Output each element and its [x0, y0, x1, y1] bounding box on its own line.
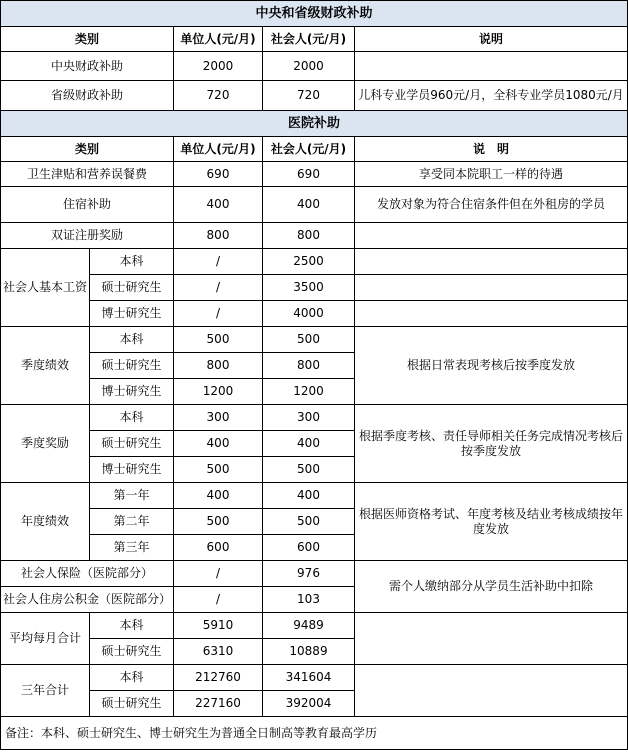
note-cell: [355, 223, 628, 249]
sub-label: 本科: [90, 327, 174, 353]
social-value: 2000: [263, 52, 355, 81]
social-value: 690: [263, 162, 355, 187]
unit-value: /: [174, 275, 263, 301]
note-cell: 根据日常表现考核后按季度发放: [355, 327, 628, 405]
social-value: 9489: [263, 613, 355, 639]
note-cell: 需个人缴纳部分从学员生活补助中扣除: [355, 561, 628, 613]
sub-label: 第三年: [90, 535, 174, 561]
social-value: 500: [263, 457, 355, 483]
note-cell: 发放对象为符合住宿条件但在外租房的学员: [355, 187, 628, 223]
group-label: 年度绩效: [1, 483, 90, 561]
social-value: 103: [263, 587, 355, 613]
header-unit: 单位人(元/月): [174, 27, 263, 52]
header-social: 社会人(元/月): [263, 27, 355, 52]
unit-value: /: [174, 561, 263, 587]
social-value: 976: [263, 561, 355, 587]
group-label: 三年合计: [1, 665, 90, 717]
row-label: 卫生津贴和营养误餐费: [1, 162, 174, 187]
note-cell: 享受同本院职工一样的待遇: [355, 162, 628, 187]
social-value: 600: [263, 535, 355, 561]
unit-value: 212760: [174, 665, 263, 691]
social-value: 400: [263, 431, 355, 457]
unit-value: 400: [174, 431, 263, 457]
row-label: 社会人住房公积金（医院部分）: [1, 587, 174, 613]
row-label: 中央财政补助: [1, 52, 174, 81]
header-note: 说 明: [355, 137, 628, 162]
social-value: 720: [263, 81, 355, 111]
sub-label: 本科: [90, 665, 174, 691]
header-category: 类别: [1, 27, 174, 52]
social-value: 4000: [263, 301, 355, 327]
row-label: 社会人保险（医院部分）: [1, 561, 174, 587]
sub-label: 本科: [90, 613, 174, 639]
header-note: 说明: [355, 27, 628, 52]
note-cell: 根据医师资格考试、年度考核及结业考核成绩按年度发放: [355, 483, 628, 561]
note-cell: [355, 249, 628, 275]
section-title-hospital: 医院补助: [1, 111, 628, 137]
social-value: 392004: [263, 691, 355, 717]
sub-label: 博士研究生: [90, 301, 174, 327]
unit-value: 1200: [174, 379, 263, 405]
unit-value: 500: [174, 457, 263, 483]
sub-label: 第二年: [90, 509, 174, 535]
sub-label: 硕士研究生: [90, 353, 174, 379]
social-value: 500: [263, 509, 355, 535]
note-cell: [355, 52, 628, 81]
footnote: 备注：本科、硕士研究生、博士研究生为普通全日制高等教育最高学历: [1, 717, 628, 750]
sub-label: 硕士研究生: [90, 639, 174, 665]
unit-value: 690: [174, 162, 263, 187]
social-value: 400: [263, 187, 355, 223]
unit-value: /: [174, 587, 263, 613]
header-category: 类别: [1, 137, 174, 162]
sub-label: 第一年: [90, 483, 174, 509]
note-cell: [355, 301, 628, 327]
note-cell: [355, 275, 628, 301]
social-value: 800: [263, 223, 355, 249]
unit-value: 5910: [174, 613, 263, 639]
section-title-central: 中央和省级财政补助: [1, 1, 628, 27]
header-social: 社会人(元/月): [263, 137, 355, 162]
social-value: 300: [263, 405, 355, 431]
sub-label: 硕士研究生: [90, 431, 174, 457]
unit-value: 227160: [174, 691, 263, 717]
unit-value: 2000: [174, 52, 263, 81]
unit-value: 500: [174, 327, 263, 353]
social-value: 1200: [263, 379, 355, 405]
unit-value: 6310: [174, 639, 263, 665]
sub-label: 本科: [90, 405, 174, 431]
sub-label: 本科: [90, 249, 174, 275]
sub-label: 硕士研究生: [90, 691, 174, 717]
group-label: 季度绩效: [1, 327, 90, 405]
group-label: 平均每月合计: [1, 613, 90, 665]
unit-value: 400: [174, 483, 263, 509]
social-value: 10889: [263, 639, 355, 665]
unit-value: 720: [174, 81, 263, 111]
unit-value: 500: [174, 509, 263, 535]
note-cell: 根据季度考核、责任导师相关任务完成情况考核后按季度发放: [355, 405, 628, 483]
unit-value: 800: [174, 353, 263, 379]
note-cell: [355, 613, 628, 665]
social-value: 400: [263, 483, 355, 509]
unit-value: /: [174, 301, 263, 327]
group-label: 季度奖励: [1, 405, 90, 483]
unit-value: /: [174, 249, 263, 275]
row-label: 省级财政补助: [1, 81, 174, 111]
sub-label: 硕士研究生: [90, 275, 174, 301]
row-label: 双证注册奖励: [1, 223, 174, 249]
unit-value: 800: [174, 223, 263, 249]
note-cell: 儿科专业学员960元/月，全科专业学员1080元/月: [355, 81, 628, 111]
social-value: 2500: [263, 249, 355, 275]
sub-label: 博士研究生: [90, 379, 174, 405]
social-value: 3500: [263, 275, 355, 301]
unit-value: 300: [174, 405, 263, 431]
social-value: 341604: [263, 665, 355, 691]
header-unit: 单位人(元/月): [174, 137, 263, 162]
row-label: 住宿补助: [1, 187, 174, 223]
social-value: 800: [263, 353, 355, 379]
sub-label: 博士研究生: [90, 457, 174, 483]
unit-value: 400: [174, 187, 263, 223]
unit-value: 600: [174, 535, 263, 561]
note-cell: [355, 665, 628, 717]
social-value: 500: [263, 327, 355, 353]
group-label: 社会人基本工资: [1, 249, 90, 327]
